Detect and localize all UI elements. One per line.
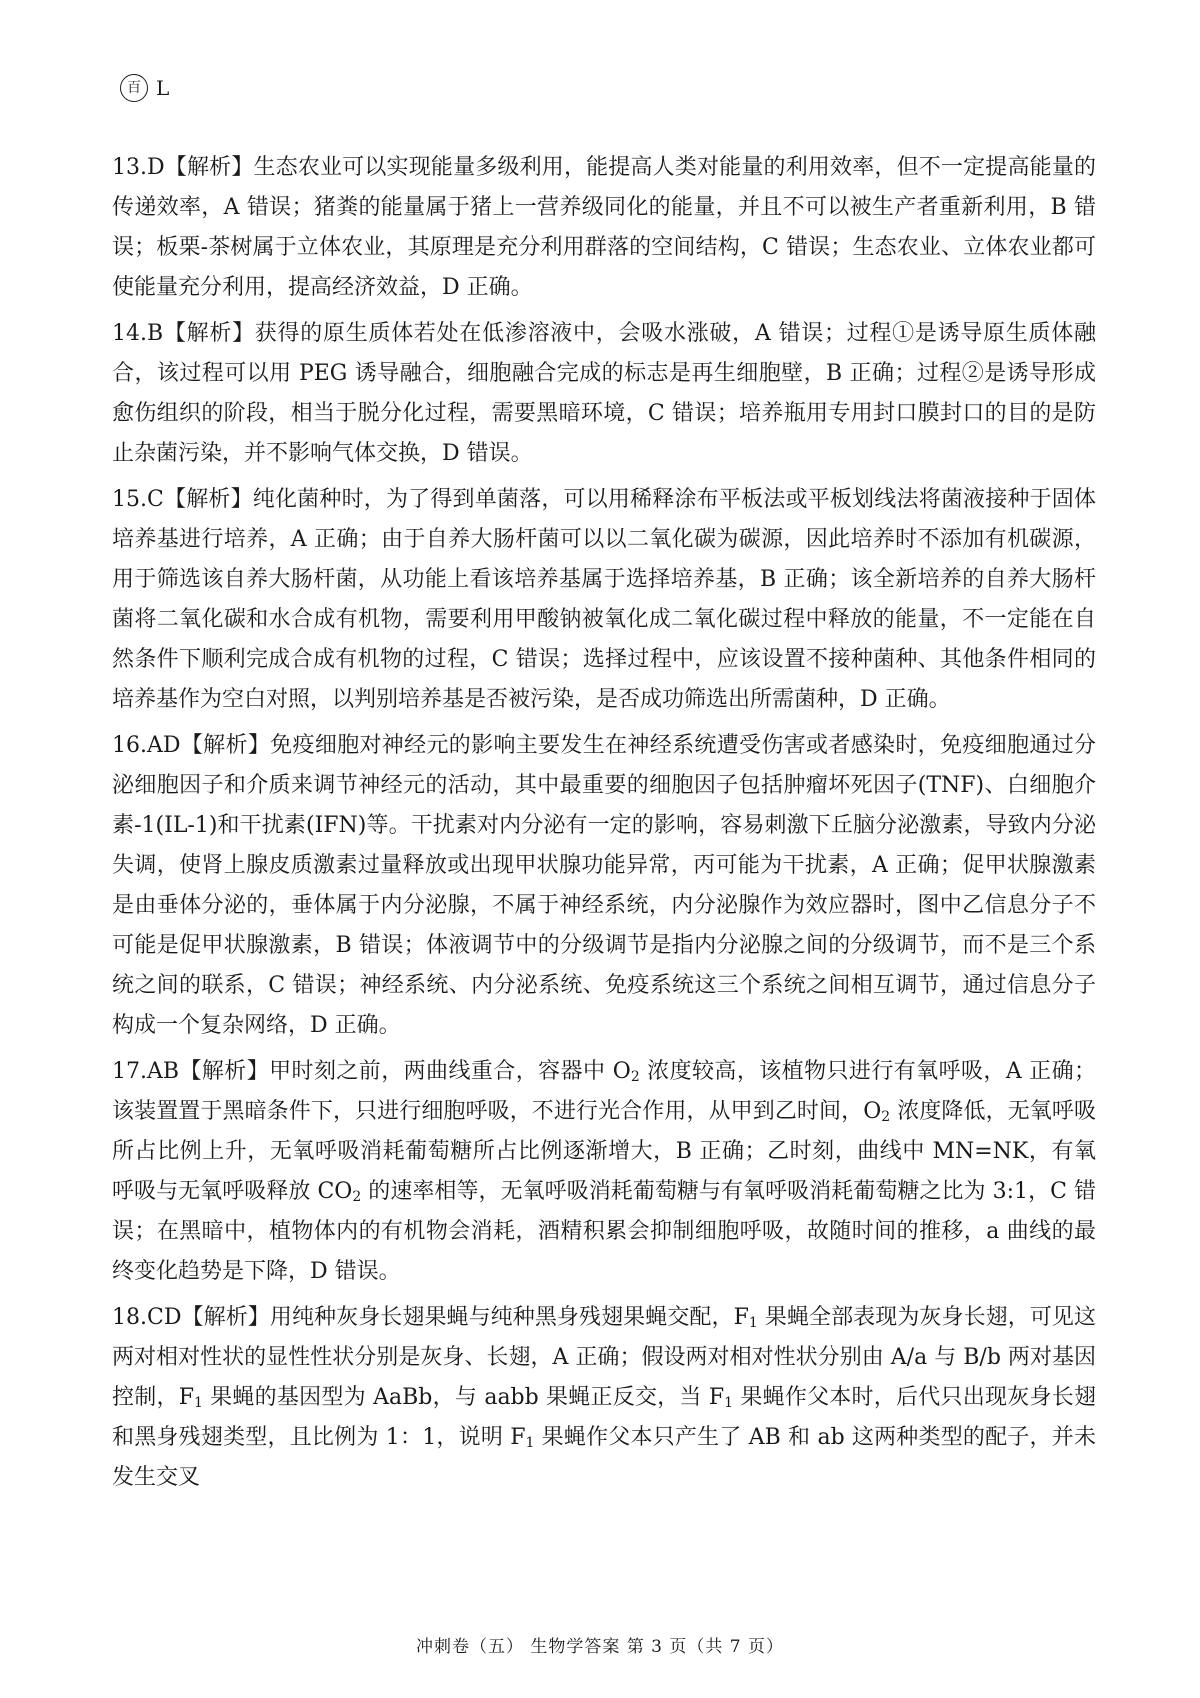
answer-text: 13.D【解析】生态农业可以实现能量多级利用，能提高人类对能量的利用效率，但不一定提高能量的传递效率，A 错误；猪粪的能量属于猪上一营养级同化的能量，并且不可以被生产者重新利用，B 错误；板栗-茶树属于立体农业，其原理是充分利用群落的空间结构，C 错误；生态农业、立体农业都可使能量充分利用，提高经济效益，D 正确。 — [112, 155, 1096, 300]
answer-text: 浓度降低，无氧呼吸所占比例上升，无氧呼吸消耗葡萄糖所占比例逐渐增大，B 正确；乙时刻，曲线中 MN=NK，有氧呼吸与无氧呼吸释放 CO — [112, 1099, 1096, 1204]
answer-text: 15.C【解析】纯化菌种时，为了得到单菌落，可以用稀释涂布平板法或平板划线法将菌液接种于固体培养基进行培养，A 正确；由于自养大肠杆菌可以以二氧化碳为碳源，因此培养时不添加有机碳源，用于筛选该自养大肠杆菌，从功能上看该培养基属于选择培养基，B 正确；该全新培养的自养大肠杆菌将二氧化碳和水合成有机物，需要利用甲酸钠被氧化成二氧化碳过程中释放的能量，不一定能在自然条件下顺利完成合成有机物的过程，C 错误；选择过程中，应该设置不接种菌种、其他条件相同的培养基作为空白对照，以判别培养基是否被污染，是否成功筛选出所需菌种，D 正确。 — [112, 487, 1096, 712]
subscript: 1 — [525, 1435, 535, 1451]
answer-paragraph — [112, 480, 1096, 720]
logo-letter: L — [156, 76, 170, 100]
answer-text: 果蝇作父本只产生了 AB 和 ab 这两种类型的配子，并未发生交叉 — [112, 1425, 1096, 1490]
answer-text: 14.B【解析】获得的原生质体若处在低渗溶液中，会吸水涨破，A 错误；过程①是诱导原生质体融合，该过程可以用 PEG 诱导融合，细胞融合完成的标志是再生细胞壁，B 正确；过程②是诱导形成愈伤组织的阶段，相当于脱分化过程，需要黑暗环境，C 错误；培养瓶用专用封口膜封口的目的是防止杂菌污染，并不影响气体交换，D 错误。 — [112, 321, 1096, 466]
answer-paragraph — [112, 1298, 1096, 1498]
answer-text: 果蝇的基因型为 AaBb，与 aabb 果蝇正反交，当 F — [202, 1385, 725, 1410]
subscript: 1 — [194, 1395, 203, 1411]
answer-text: 果蝇作父本时，后代只出现灰身长翅和黑身残翅类型，且比例为 1：1，说明 F — [112, 1385, 1096, 1450]
answer-content — [112, 148, 1096, 1504]
answer-paragraph — [112, 726, 1096, 1046]
subscript: 2 — [352, 1189, 362, 1205]
page-footer: 冲刺卷（五） 生物学答案 第 3 页（共 7 页） — [415, 1637, 785, 1657]
answer-text: 17.AB【解析】甲时刻之前，两曲线重合，容器中 O — [112, 1059, 631, 1084]
answer-text: 的速率相等，无氧呼吸消耗葡萄糖与有氧呼吸消耗葡萄糖之比为 3:1，C 错误；在黑暗中，植物体内的有机物会消耗，酒精积累会抑制细胞呼吸，故随时间的推移，a 曲线的最终变化趋势是下降，D 错误。 — [112, 1179, 1096, 1284]
subscript: 2 — [630, 1069, 640, 1085]
answer-text: 16.AD【解析】免疫细胞对神经元的影响主要发生在神经系统遭受伤害或者感染时，免疫细胞通过分泌细胞因子和介质来调节神经元的活动，其中最重要的细胞因子包括肿瘤坏死因子(TNF)、白细胞介素-1(IL-1)和干扰素(IFN)等。干扰素对内分泌有一定的影响，容易刺激下丘脑分泌激素，导致内分泌失调，使肾上腺皮质激素过量释放或出现甲状腺功能异常，丙可能为干扰素，A 正确；促甲状腺激素是由垂体分泌的，垂体属于内分泌腺，不属于神经系统，内分泌腺作为效应器时，图中乙信息分子不可能是促甲状腺激素，B 错误；体液调节中的分级调节是指内分泌腺之间的分级调节，而不是三个系统之间的联系，C 错误；神经系统、内分泌系统、免疫系统这三个系统之间相互调节，通过信息分子构成一个复杂网络，D 正确。 — [112, 733, 1096, 1038]
logo-glyph: 百 — [127, 80, 141, 96]
answer-paragraph — [112, 1052, 1096, 1292]
subscript: 1 — [748, 1315, 758, 1331]
subscript: 1 — [724, 1395, 734, 1411]
answer-paragraph — [112, 314, 1096, 474]
answer-text: 果蝇全部表现为灰身长翅，可见这两对相对性状的显性性状分别是灰身、长翅，A 正确；假设两对相对性状分别由 A/a 与 B/b 两对基因控制，F — [112, 1305, 1096, 1410]
answer-text: 浓度较高，该植物只进行有氧呼吸，A 正确；该装置置于黑暗条件下，只进行细胞呼吸，不进行光合作用，从甲到乙时间，O — [112, 1059, 1096, 1124]
answer-text: 18.CD【解析】用纯种灰身长翅果蝇与纯种黑身残翅果蝇交配，F — [112, 1305, 749, 1330]
logo-icon — [120, 74, 148, 102]
subscript: 2 — [881, 1109, 891, 1125]
page-header — [120, 74, 169, 102]
answer-paragraph — [112, 148, 1096, 308]
